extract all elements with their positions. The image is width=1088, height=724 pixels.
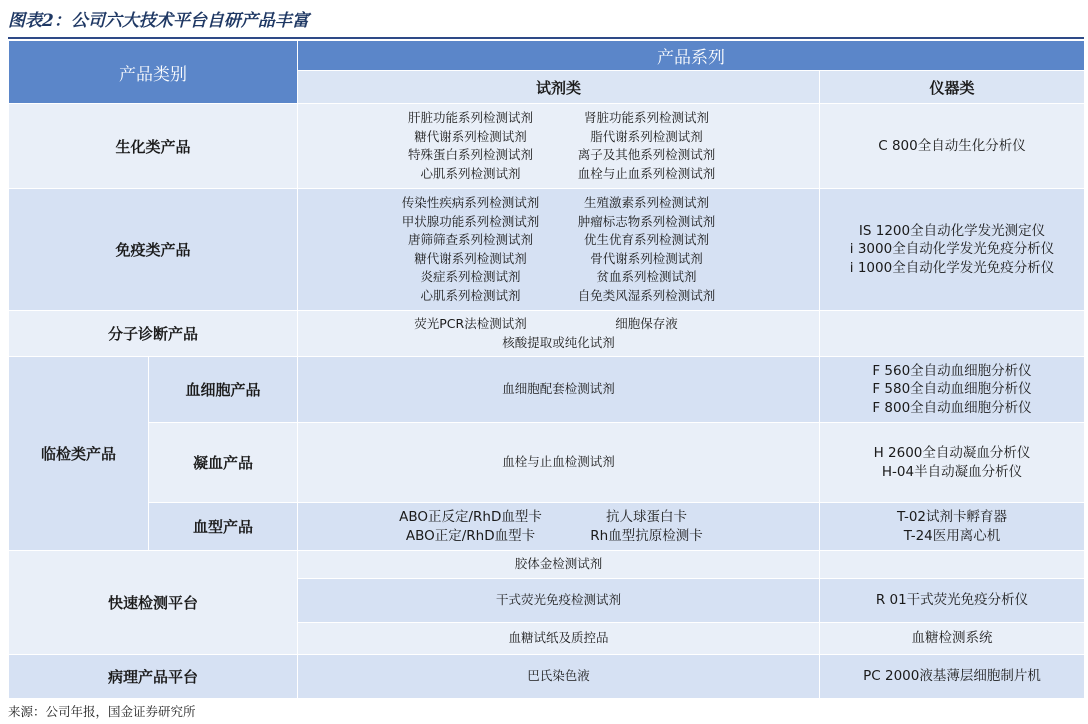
subcategory-coag: 凝血产品	[149, 423, 298, 503]
figure-title: 图表2：公司六大技术平台自研产品丰富	[8, 11, 309, 31]
subcategory-blood-type: 血型产品	[149, 503, 298, 551]
instruments-pathology: PC 2000液基薄层细胞制片机	[820, 655, 1085, 699]
reagent-item: 抗人球蛋白卡	[606, 509, 687, 525]
category-molecular: 分子诊断产品	[9, 311, 298, 357]
instrument-item: F 560全自动血细胞分析仪	[872, 362, 1032, 379]
instruments-coag	[820, 423, 1085, 503]
reagents-rapid-2: 干式荧光免疫检测试剂	[298, 579, 820, 623]
reagent-item: 血栓与止血系列检测试剂	[577, 165, 716, 181]
category-biochem: 生化类产品	[9, 104, 298, 189]
reagent-item: 骨代谢系列检测试剂	[590, 250, 703, 266]
reagent-item: 传染性疾病系列检测试剂	[401, 195, 540, 210]
instrument-item: i 3000全自动化学发光免疫分析仪	[849, 241, 1055, 258]
reagents-blood-cell: 血细胞配套检测试剂	[298, 357, 820, 423]
instruments-rapid-3: 血糖检测系统	[820, 623, 1085, 655]
row-immuno	[9, 189, 1085, 311]
header-category: 产品类别	[9, 41, 298, 104]
instrument-item: T-24医用离心机	[903, 527, 1001, 544]
reagent-item: 炎症系列检测试剂	[420, 269, 521, 284]
reagent-item: 特殊蛋白系列检测试剂	[407, 147, 533, 162]
reagents-biochem	[298, 104, 820, 189]
row-coag	[9, 423, 1085, 503]
reagents-molecular	[298, 311, 820, 357]
reagent-item: 唐筛筛查系列检测试剂	[407, 232, 533, 247]
instrument-item: i 1000全自动化学发光免疫分析仪	[849, 259, 1055, 276]
row-biochem	[9, 104, 1085, 189]
instrument-item: F 800全自动血细胞分析仪	[872, 399, 1032, 416]
category-rapid: 快速检测平台	[9, 551, 298, 655]
reagent-item: 糖代谢系列检测试剂	[414, 250, 527, 266]
reagents-immuno	[298, 189, 820, 311]
reagent-item: 心肌系列检测试剂	[420, 165, 521, 181]
reagents-rapid-1: 胶体金检测试剂	[298, 551, 820, 579]
reagent-item: 糖代谢系列检测试剂	[414, 128, 527, 144]
category-clinical: 临检类产品	[9, 357, 149, 551]
product-table	[8, 40, 1085, 699]
instruments-rapid-2: R 01干式荧光免疫分析仪	[820, 579, 1085, 623]
row-pathology	[9, 655, 1085, 699]
instruments-immuno	[820, 189, 1085, 311]
instruments-biochem	[820, 104, 1085, 189]
reagents-rapid-3: 血糖试纸及质控品	[298, 623, 820, 655]
instrument-item: C 800全自动生化分析仪	[878, 137, 1026, 154]
reagent-item: 肿瘤标志物系列检测试剂	[577, 213, 716, 229]
category-pathology: 病理产品平台	[9, 655, 298, 699]
reagent-item: 细胞保存液	[615, 316, 678, 331]
reagent-item: ABO正反定/RhD血型卡	[399, 509, 542, 525]
source-note: 来源：公司年报，国金证券研究所	[8, 704, 196, 719]
reagent-item: 肾脏功能系列检测试剂	[583, 110, 709, 125]
reagents-pathology: 巴氏染色液	[298, 655, 820, 699]
reagent-item: 核酸提取或纯化试剂	[502, 334, 615, 350]
instrument-item: H 2600全自动凝血分析仪	[873, 445, 1031, 461]
instruments-blood-cell	[820, 357, 1085, 423]
instruments-blood-type	[820, 503, 1085, 551]
reagent-item: 荧光PCR法检测试剂	[414, 316, 527, 331]
instrument-item: IS 1200全自动化学发光测定仪	[858, 222, 1046, 239]
reagent-item: 脂代谢系列检测试剂	[590, 128, 703, 144]
header-series: 产品系列	[298, 41, 1085, 71]
title-rule	[8, 37, 1084, 39]
reagents-coag: 血栓与止血检测试剂	[298, 423, 820, 503]
reagent-item: 生殖激素系列检测试剂	[583, 195, 709, 210]
header-instruments: 仪器类	[820, 71, 1085, 104]
reagent-item: 贫血系列检测试剂	[596, 269, 697, 284]
reagent-item: 甲状腺功能系列检测试剂	[401, 213, 540, 229]
reagent-item: 心肌系列检测试剂	[420, 287, 521, 303]
instruments-molecular	[820, 311, 1085, 357]
reagent-item: 离子及其他系列检测试剂	[577, 147, 716, 162]
reagents-blood-type	[298, 503, 820, 551]
reagent-item: 肝脏功能系列检测试剂	[407, 110, 533, 125]
reagent-item: 优生优育系列检测试剂	[583, 232, 709, 247]
row-molecular	[9, 311, 1085, 357]
instrument-item: H-04半自动凝血分析仪	[881, 463, 1023, 480]
row-rapid-1	[9, 551, 1085, 579]
header-reagents: 试剂类	[298, 71, 820, 104]
reagent-item: Rh血型抗原检测卡	[590, 527, 703, 544]
instrument-item: T-02试剂卡孵育器	[896, 509, 1008, 525]
category-immuno: 免疫类产品	[9, 189, 298, 311]
reagent-item: ABO正定/RhD血型卡	[405, 527, 536, 544]
instruments-rapid-1	[820, 551, 1085, 579]
subcategory-blood-cell: 血细胞产品	[149, 357, 298, 423]
row-blood-cell	[9, 357, 1085, 423]
row-blood-type	[9, 503, 1085, 551]
instrument-item: F 580全自动血细胞分析仪	[872, 381, 1032, 398]
reagent-item: 自免类风湿系列检测试剂	[577, 287, 716, 303]
